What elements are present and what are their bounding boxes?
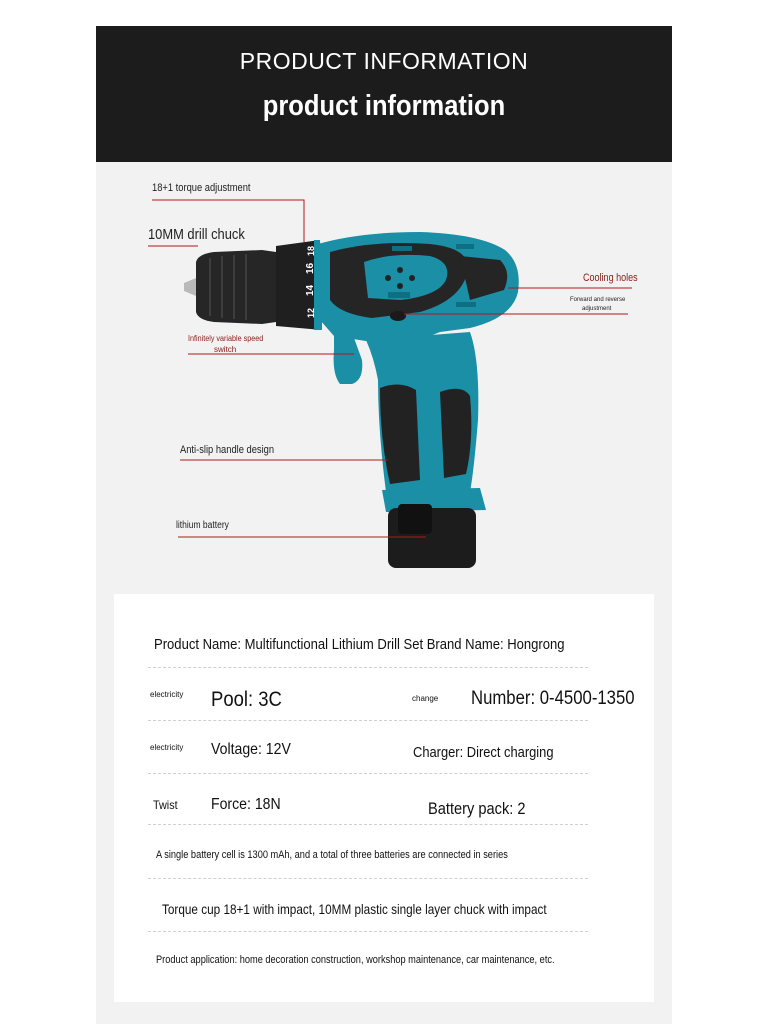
spec-electricity-label-2: electricity bbox=[150, 743, 184, 752]
spec-battery-cell: A single battery cell is 1300 mAh, and a total of three batteries are connected in series bbox=[156, 849, 508, 861]
dial-number-16: 16 bbox=[305, 262, 316, 274]
callout-speed-switch-line1: Infinitely variable speed bbox=[188, 334, 264, 343]
dial-number-12: 12 bbox=[306, 307, 316, 318]
callout-lithium-battery: lithium battery bbox=[176, 520, 229, 531]
spec-force: Force: 18N bbox=[211, 796, 281, 813]
spec-row-pool bbox=[148, 668, 635, 721]
drill-chuck bbox=[196, 250, 276, 324]
callout-forward-reverse-line2: adjustment bbox=[582, 306, 612, 312]
spec-row-voltage bbox=[148, 721, 588, 774]
spec-torque-cup: Torque cup 18+1 with impact, 10MM plastic single layer chuck with impact bbox=[162, 901, 547, 917]
trigger-switch bbox=[334, 333, 363, 384]
spec-charger: Charger: Direct charging bbox=[413, 744, 554, 761]
spec-row-cell bbox=[148, 825, 588, 879]
spec-row-torque bbox=[148, 879, 588, 932]
callout-anti-slip-handle: Anti-slip handle design bbox=[180, 444, 275, 456]
callout-speed-switch-line2: switch bbox=[214, 345, 237, 354]
spec-card bbox=[114, 594, 654, 1002]
spec-voltage: Voltage: 12V bbox=[211, 741, 291, 758]
spec-application: Product application: home decoration construction, workshop maintenance, car maintenance, etc. bbox=[156, 954, 555, 966]
spec-electricity-label-1: electricity bbox=[150, 690, 184, 699]
drill-body bbox=[318, 232, 519, 342]
drill-bit-tip bbox=[184, 278, 196, 296]
callout-cooling-holes: Cooling holes bbox=[583, 272, 638, 284]
dial-number-14: 14 bbox=[305, 284, 316, 296]
drill-handle bbox=[366, 332, 478, 492]
callout-drill-chuck: 10MM drill chuck bbox=[148, 226, 245, 243]
spec-row-product bbox=[148, 620, 588, 668]
callout-torque-adjustment: 18+1 torque adjustment bbox=[152, 182, 251, 194]
spec-product-name: Product Name: Multifunctional Lithium Drill Set Brand Name: Hongrong bbox=[154, 636, 565, 653]
dial-number-18: 18 bbox=[306, 245, 316, 256]
spec-change-label: change bbox=[412, 694, 439, 703]
drill-battery bbox=[382, 488, 486, 568]
spec-pool: Pool: 3C bbox=[211, 688, 282, 711]
header-title-lower: product information bbox=[262, 90, 506, 122]
spec-row-force bbox=[148, 774, 588, 825]
header-title-upper: PRODUCT INFORMATION bbox=[239, 48, 529, 74]
spec-twist-label: Twist bbox=[153, 798, 178, 812]
spec-number: Number: 0-4500-1350 bbox=[471, 688, 635, 709]
callout-forward-reverse-line1: Forward and reverse bbox=[570, 297, 626, 303]
spec-battery-pack: Battery pack: 2 bbox=[428, 799, 526, 818]
